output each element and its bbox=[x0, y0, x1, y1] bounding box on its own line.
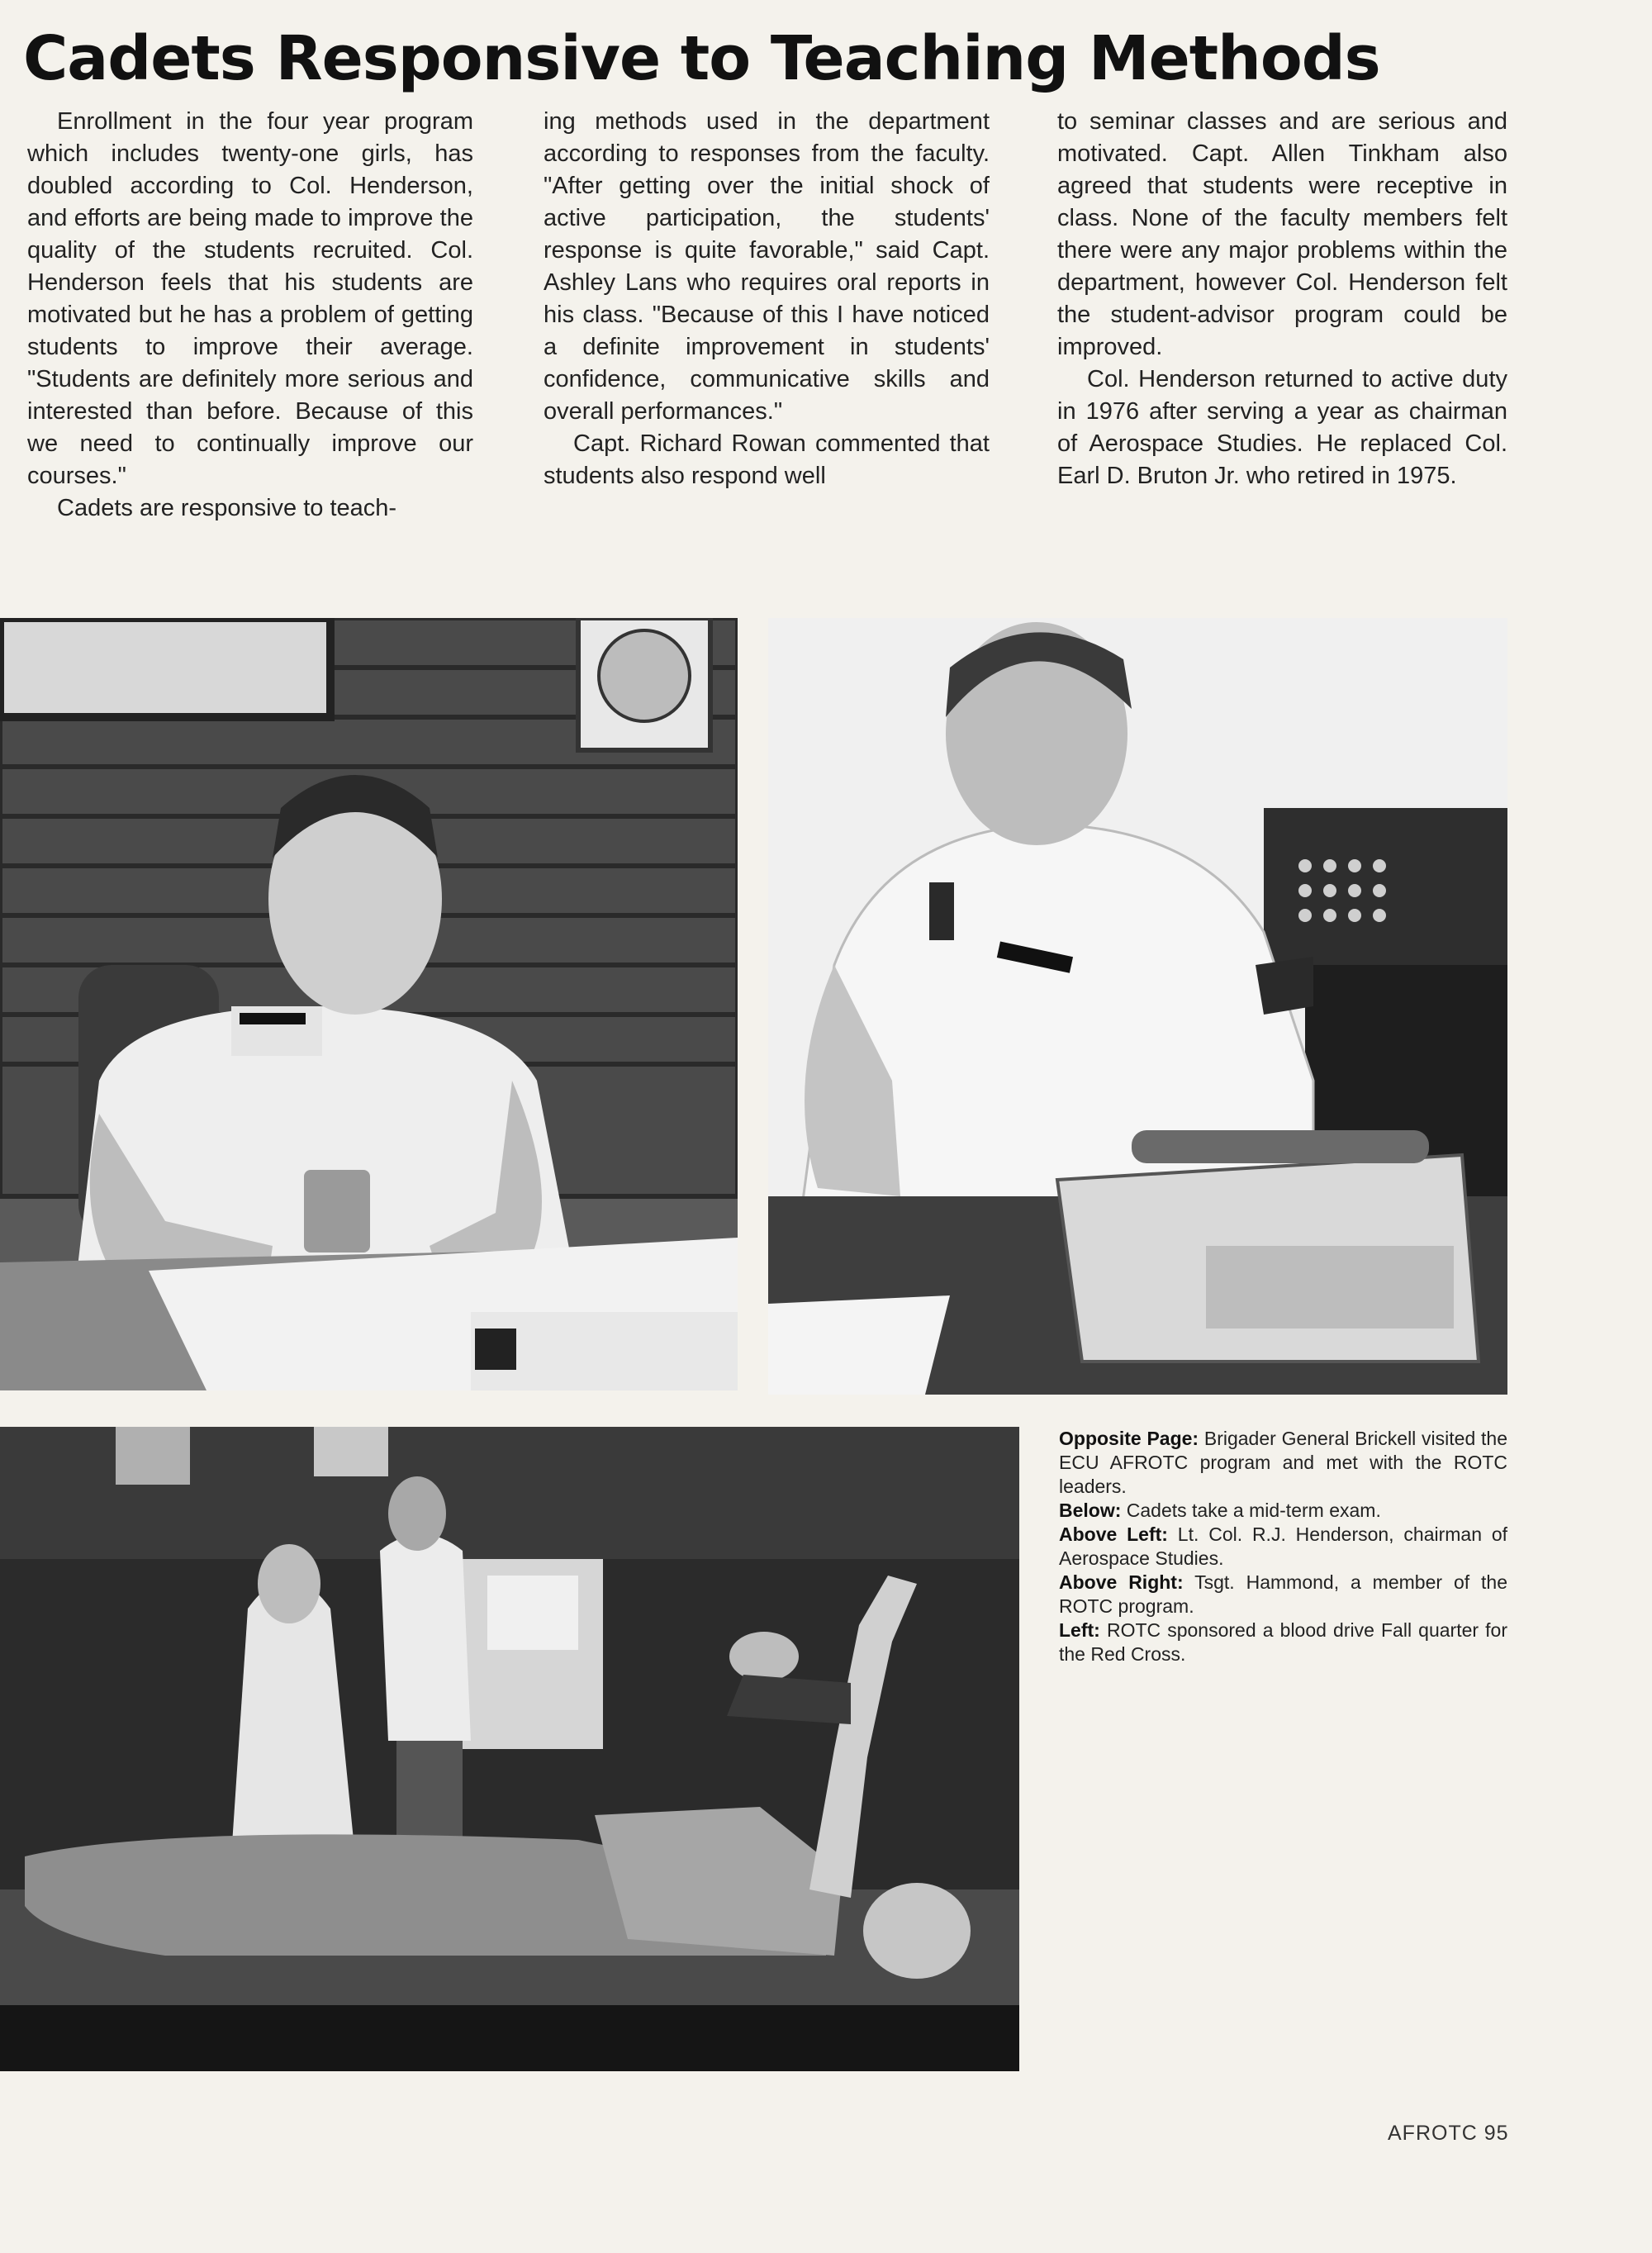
paragraph: Enrollment in the four year program which includes twenty-one girls, has doubled according to Col. Henderson, and efforts are being made to improve the quality of the students recruited. Col. Henderson feels that his students are motivated but he has a problem of getting students to improve their average. "Students are definitely more serious and interested than before. Because of this we need to continually improve our courses." bbox=[27, 108, 473, 489]
caption bbox=[1059, 1523, 1507, 1571]
page-title: Cadets Responsive to Teaching Methods bbox=[23, 23, 1380, 94]
page-folio: AFROTC 95 bbox=[1388, 2122, 1509, 2145]
caption-text: Brigader General Brickell visited the ECU AFROTC program and met with the ROTC leaders. bbox=[1059, 1428, 1507, 1497]
article-column-3 bbox=[1057, 106, 1507, 492]
caption-label: Above Right: bbox=[1059, 1571, 1184, 1593]
caption-label: Above Left: bbox=[1059, 1523, 1168, 1545]
photo-hammond-at-typewriter bbox=[768, 618, 1507, 1395]
paragraph: Col. Henderson returned to active duty in 1976 after serving a year as chairman of Aerospace Studies. He replaced Col. Earl D. Bruton Jr. who retired in 1975. bbox=[1057, 366, 1507, 489]
article-column-2 bbox=[544, 106, 990, 492]
caption-label: Opposite Page: bbox=[1059, 1428, 1199, 1449]
photo-henderson-at-desk bbox=[0, 618, 738, 1390]
caption-label: Below: bbox=[1059, 1500, 1122, 1521]
paragraph: Cadets are responsive to teach- bbox=[57, 495, 397, 521]
caption bbox=[1059, 1618, 1507, 1666]
caption bbox=[1059, 1571, 1507, 1618]
paragraph: to seminar classes and are serious and motivated. Capt. Allen Tinkham also agreed that students were receptive in class. None of the faculty members felt there were any major problems within the department, however Col. Henderson felt the student-advisor program could be improved. bbox=[1057, 108, 1507, 360]
caption bbox=[1059, 1499, 1507, 1523]
caption-text: Lt. Col. R.J. Henderson, chairman of Aerospace Studies. bbox=[1059, 1523, 1508, 1569]
paragraph: Capt. Richard Rowan commented that students also respond well bbox=[544, 430, 990, 489]
photo-blood-drive bbox=[0, 1427, 1019, 2071]
caption-text: Tsgt. Hammond, a member of the ROTC program. bbox=[1059, 1571, 1507, 1617]
article-column-1 bbox=[27, 106, 473, 525]
photo-captions bbox=[1059, 1427, 1507, 1666]
caption-label: Left: bbox=[1059, 1619, 1100, 1641]
caption bbox=[1059, 1427, 1507, 1499]
caption-text: Cadets take a mid-term exam. bbox=[1126, 1500, 1381, 1521]
caption-text: ROTC sponsored a blood drive Fall quarter for the Red Cross. bbox=[1059, 1619, 1508, 1665]
paragraph: ing methods used in the department according to responses from the faculty. "After getting over the initial shock of active participation, the students' response is quite favorable," said Capt. Ashley Lans who requires oral reports in his class. "Because of this I have noticed a definite improvement in students' confidence, communicative skills and overall performances." bbox=[544, 108, 990, 425]
